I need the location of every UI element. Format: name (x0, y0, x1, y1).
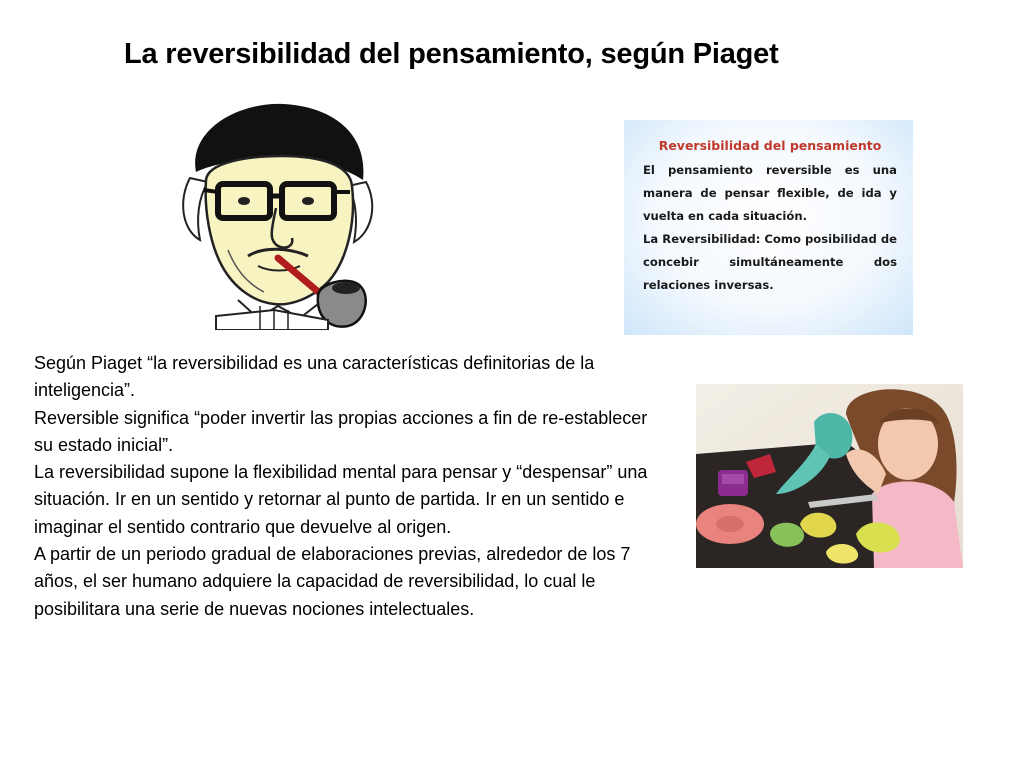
body-paragraph: Reversible significa “poder invertir las propias acciones a fin de re-establecer su estado inicial”. (34, 407, 648, 455)
body-paragraph: La reversibilidad supone la flexibilidad mental para pensar y “despensar” una situación. Ir en un sentido y retornar al punto de partida. Ir en un sentido e imaginar el sentido contrario que devuelve al origen. (34, 462, 648, 537)
reversibility-info-box (624, 120, 913, 335)
info-box-heading: Reversibilidad del pensamiento (658, 138, 882, 153)
child-playdough-photo (696, 384, 963, 568)
piaget-caricature-image (178, 100, 378, 330)
body-paragraph: A partir de un periodo gradual de elaboraciones previas, alrededor de los 7 años, el ser humano adquiere la capacidad de reversibilidad, lo cual le posibilitara una serie de nuevas nociones intelectuales. (34, 544, 631, 619)
slide-body-text (34, 350, 656, 623)
info-box-paragraph: La Reversibilidad: Como posibilidad de concebir simultáneamente dos relaciones inversas. (643, 232, 897, 292)
body-paragraph: Según Piaget “la reversibilidad es una características definitorias de la inteligencia”. (34, 353, 595, 401)
info-box-paragraph: El pensamiento reversible es una manera de pensar flexible, de ida y vuelta en cada situación. (643, 163, 897, 223)
slide-title: La reversibilidad del pensamiento, según Piaget (124, 38, 779, 70)
